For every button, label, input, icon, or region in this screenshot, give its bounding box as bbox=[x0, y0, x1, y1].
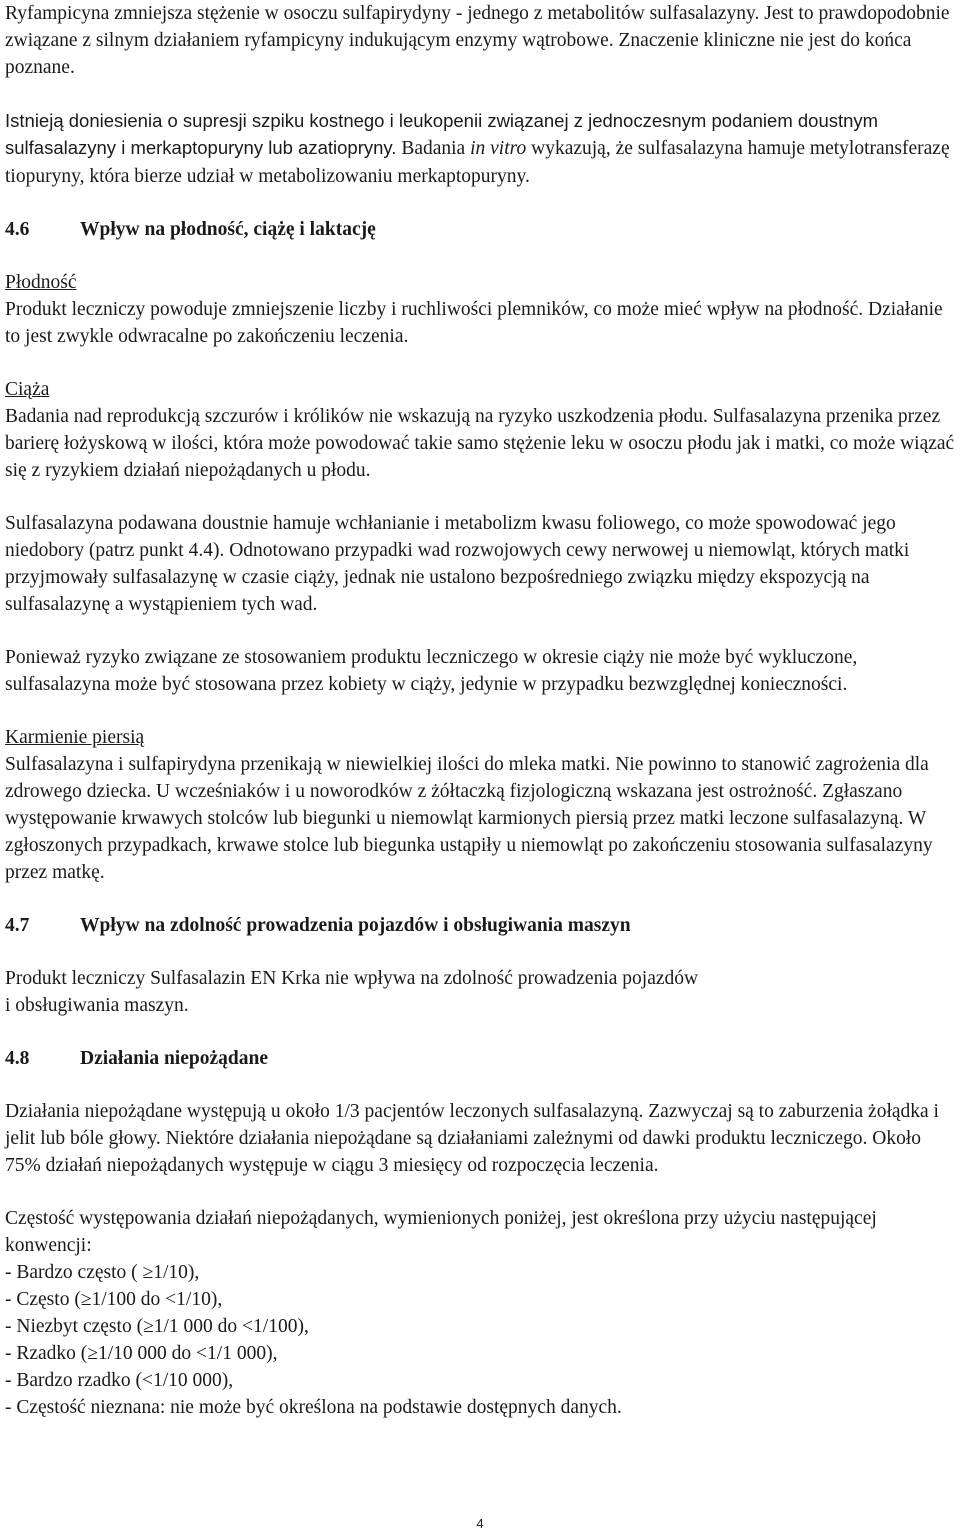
list-item: - Niezbyt często (≥1/1 000 do <1/100), bbox=[5, 1316, 309, 1337]
paragraph-breastfeeding: Sulfasalazyna i sulfapirydyna przenikają w niewielkiej ilości do mleka matki. Nie powinno to stanowić zagrożenia dla zdrowego dziecka. U wcześniaków i u noworodków z żółtaczką fizjologiczną wskazana jest ostrożność. Zgłaszano występowanie krwawych stolców lub biegunki u niemowląt karmionych piersią przez matki leczone sulfasalazyną. W zgłoszonych przypadkach, krwawe stolce lub biegunka ustąpiły u niemowląt po zakończeniu stosowania sulfasalazyny przez matkę. bbox=[5, 754, 933, 883]
section-title: Wpływ na zdolność prowadzenia pojazdów i obsługiwania maszyn bbox=[80, 915, 631, 936]
in-vitro-prefix: Badania bbox=[396, 138, 471, 159]
driving-line-1: Produkt leczniczy Sulfasalazin EN Krka nie wpływa na zdolność prowadzenia pojazdów bbox=[5, 968, 699, 989]
frequency-list bbox=[5, 1259, 955, 1421]
page-number: 4 bbox=[476, 1516, 484, 1531]
driving-line-2: i obsługiwania maszyn. bbox=[5, 995, 189, 1016]
section-number: 4.6 bbox=[5, 219, 30, 240]
in-vitro-italic: in vitro bbox=[470, 138, 527, 159]
section-number: 4.8 bbox=[5, 1048, 30, 1069]
section-heading-4-6 bbox=[5, 216, 955, 243]
subheading-breastfeeding: Karmienie piersią bbox=[5, 727, 145, 748]
section-heading-4-8 bbox=[5, 1045, 955, 1072]
in-vitro-text: wykazują, że sulfasalazyna hamuje metylotransferazę tiopuryny, która bierze udział w metabolizowaniu merkaptopuryny. bbox=[5, 138, 950, 187]
paragraph-frequency-convention: Częstość występowania działań niepożądanych, wymienionych poniżej, jest określona przy użyciu następującej konwencji: bbox=[5, 1208, 877, 1256]
section-heading-4-7 bbox=[5, 912, 955, 939]
paragraph-rifampicin: Ryfampicyna zmniejsza stężenie w osoczu sulfapirydyny - jednego z metabolitów sulfasalazyny. Jest to prawdopodobnie związane z silnym działaniem ryfampicyny indukującym enzymy wątrobowe. Znaczenie kliniczne nie jest do końca poznane. bbox=[5, 3, 950, 78]
subheading-pregnancy: Ciąża bbox=[5, 379, 50, 400]
paragraph-folic-acid: Sulfasalazyna podawana doustnie hamuje wchłanianie i metabolizm kwasu foliowego, co może spowodować jego niedobory (patrz punkt 4.4). Odnotowano przypadki wad rozwojowych cewy nerwowej u niemowląt, których matki przyjmowały sulfasalazynę w czasie ciąży, jednak nie ustalono bezpośredniego związku między ekspozycją na sulfasalazynę a wystąpieniem tych wad. bbox=[5, 513, 910, 615]
list-item: - Rzadko (≥1/10 000 do <1/1 000), bbox=[5, 1343, 278, 1364]
section-number: 4.7 bbox=[5, 915, 30, 936]
paragraph-bone-marrow bbox=[5, 107, 955, 190]
section-title: Działania niepożądane bbox=[80, 1048, 268, 1069]
list-item: - Częstość nieznana: nie może być określona na podstawie dostępnych danych. bbox=[5, 1397, 622, 1418]
list-item: - Często (≥1/100 do <1/10), bbox=[5, 1289, 223, 1310]
document-page bbox=[5, 0, 955, 1421]
paragraph-pregnancy-risk: Ponieważ ryzyko związane ze stosowaniem produktu leczniczego w okresie ciąży nie może być wykluczone, sulfasalazyna może być stosowana przez kobiety w ciąży, jedynie w przypadku bezwzględnej konieczności. bbox=[5, 647, 858, 695]
paragraph-pregnancy: Badania nad reprodukcją szczurów i królików nie wskazują na ryzyko uszkodzenia płodu. Sulfasalazyna przenika przez barierę łożyskową w ilości, która może powodować takie samo stężenie leku w osoczu płodu jak i matki, co może wiązać się z ryzykiem działań niepożądanych u płodu. bbox=[5, 406, 955, 481]
paragraph-adverse-intro: Działania niepożądane występują u około 1/3 pacjentów leczonych sulfasalazyną. Zazwyczaj są to zaburzenia żołądka i jelit lub bóle głowy. Niektóre działania niepożądane są działaniami zależnymi od dawki produktu leczniczego. Około 75% działań niepożądanych występuje w ciągu 3 miesięcy od rozpoczęcia leczenia. bbox=[5, 1101, 939, 1176]
paragraph-fertility: Produkt leczniczy powoduje zmniejszenie liczby i ruchliwości plemników, co może mieć wpływ na płodność. Działanie to jest zwykle odwracalne po zakończeniu leczenia. bbox=[5, 299, 943, 347]
paragraph-driving bbox=[5, 965, 955, 1019]
bone-marrow-text: Istnieją doniesienia o supresji szpiku kostnego i leukopenii związanej z jednoczesnym podaniem doustnym sulfasalazyny i merkaptopuryny lub azatiopryny. bbox=[5, 110, 879, 158]
section-title: Wpływ na płodność, ciążę i laktację bbox=[80, 219, 376, 240]
list-item: - Bardzo często ( ≥1/10), bbox=[5, 1262, 200, 1283]
list-item: - Bardzo rzadko (<1/10 000), bbox=[5, 1370, 234, 1391]
subheading-fertility: Płodność bbox=[5, 272, 77, 293]
